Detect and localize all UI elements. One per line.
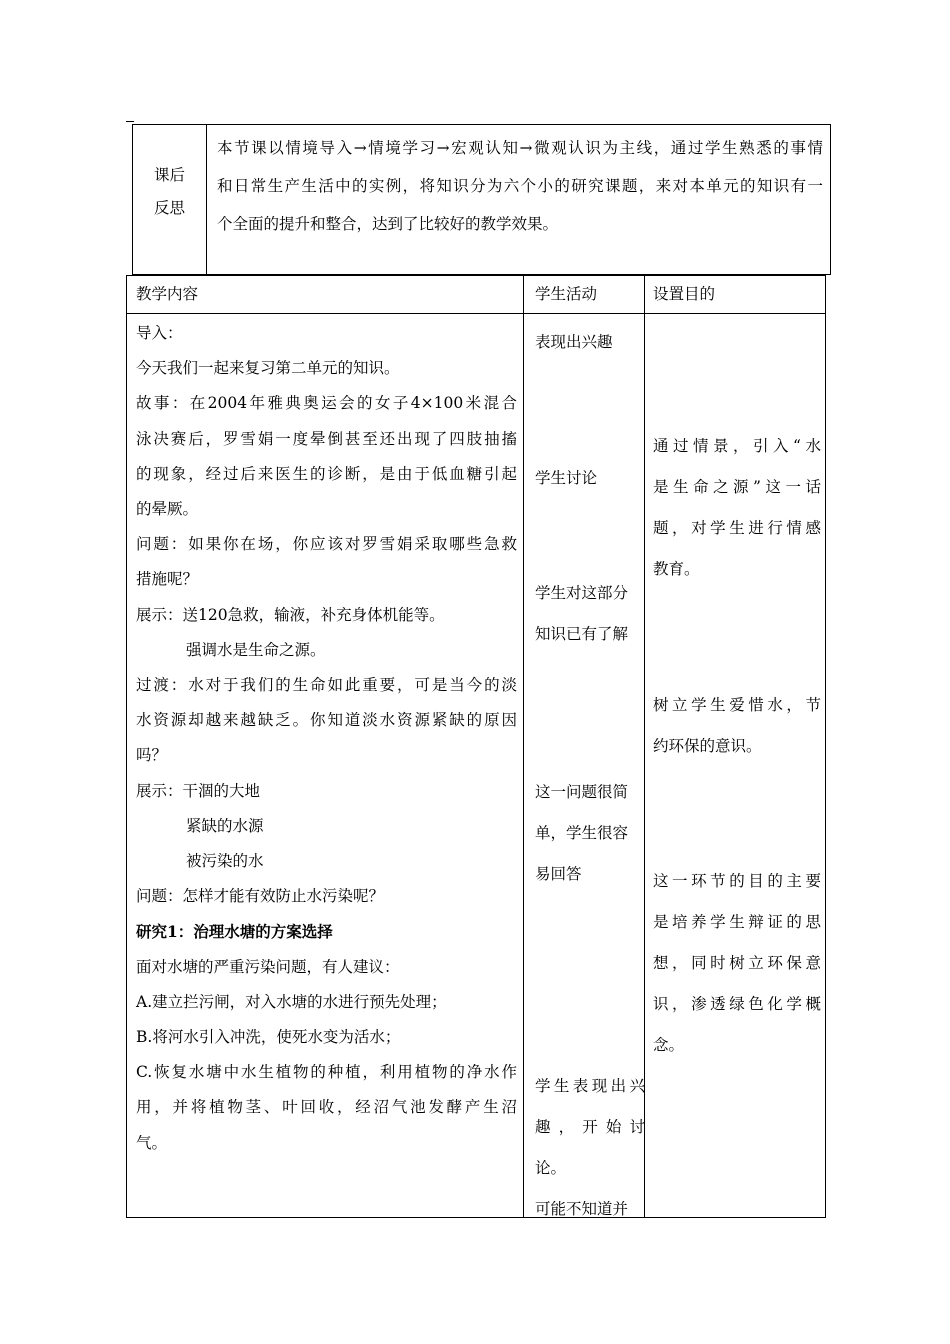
content-line: C.恢复水塘中水生植物的种植，利用植物的净水作: [136, 1063, 517, 1082]
activity-line: 学生讨论: [535, 469, 598, 487]
purpose-line: 树立学生爱惜水，节: [653, 696, 821, 714]
content-line: 水资源却越来越缺乏。你知道淡水资源紧缺的原因: [136, 711, 517, 730]
research-heading: 研究1：治理水塘的方案选择: [136, 922, 333, 942]
content-line: A.建立拦污闸，对入水塘的水进行预先处理；: [136, 992, 447, 1011]
activity-line: 这一问题很简: [535, 783, 629, 801]
content-line: 面对水塘的严重污染问题，有人建议：: [136, 957, 400, 976]
purpose-block: [653, 861, 821, 1066]
purpose-block: [653, 685, 821, 767]
activity-line: 学生对这部分: [535, 584, 629, 602]
activity-line: 论。: [535, 1159, 567, 1177]
activity-block: [535, 573, 645, 655]
header-content: 教学内容: [136, 285, 199, 303]
content-line: 的现象，经过后来医生的诊断，是由于低血糖引起: [136, 464, 517, 483]
reflection-label: [133, 125, 207, 274]
purpose-line: 题，对学生进行情感: [653, 519, 821, 537]
activity-line: 可能不知道并: [535, 1200, 629, 1218]
column-divider: [523, 276, 524, 1217]
content-line: 强调水是生命之源。: [186, 640, 326, 659]
content-line: 被污染的水: [186, 852, 264, 871]
activity-line: 易回答: [535, 865, 582, 883]
content-line: 问题：怎样才能有效防止水污染呢？: [136, 887, 385, 906]
reflection-table: [132, 124, 831, 275]
content-line: 气。: [136, 1133, 168, 1152]
header-purpose: 设置目的: [653, 285, 716, 303]
purpose-line: 是培养学生辩证的思: [653, 913, 821, 931]
content-line: 紧缺的水源: [186, 816, 264, 835]
activity-block: [535, 1066, 645, 1230]
activity-block: [535, 325, 645, 360]
purpose-line: 这一环节的目的主要: [653, 872, 821, 890]
content-line: 过渡：水对于我们的生命如此重要，可是当今的淡: [136, 676, 517, 695]
content-line: 展示：送120急救，输液，补充身体机能等。: [136, 605, 445, 624]
content-line: 故事：在2004年雅典奥运会的女子4×100米混合: [136, 394, 517, 413]
reflection-line: 本节课以情境导入→情境学习→宏观认知→微观认识为主线，通过学生熟悉的事情: [217, 139, 823, 157]
purpose-line: 教育。: [653, 560, 700, 578]
content-line: 泳决赛后，罗雪娟一度晕倒甚至还出现了四肢抽搐: [136, 429, 517, 448]
reflection-text: [217, 129, 823, 243]
content-line: 用，并将植物茎、叶回收，经沼气池发酵产生沼: [136, 1098, 517, 1117]
content-line: 问题：如果你在场，你应该对罗雪娟采取哪些急救: [136, 535, 517, 554]
reflection-label-line: 课后: [153, 166, 185, 184]
purpose-line: 约环保的意识。: [653, 737, 762, 755]
activity-line: 单，学生很容: [535, 824, 629, 842]
purpose-line: 想，同时树立环保意: [653, 954, 821, 972]
purpose-line: 念。: [653, 1036, 685, 1054]
purpose-block: [653, 426, 821, 590]
reflection-label-line: 反思: [153, 199, 185, 217]
content-line: 展示：干涸的大地: [136, 781, 261, 800]
reflection-line: 个全面的提升和整合，达到了比较好的教学效果。: [217, 215, 559, 233]
activity-block: [535, 461, 645, 496]
header-divider: [127, 313, 825, 314]
activity-line: 知识已有了解: [535, 625, 629, 643]
content-line: 的晕厥。: [136, 500, 199, 519]
reflection-line: 和日常生产生活中的实例，将知识分为六个小的研究课题，来对本单元的知识有一: [217, 177, 823, 195]
purpose-line: 是生命之源”这一话: [653, 478, 821, 496]
content-column: [136, 316, 517, 1161]
content-line: 措施呢？: [136, 570, 199, 589]
content-line: 今天我们一起来复习第二单元的知识。: [136, 359, 400, 378]
content-line: B.将河水引入冲洗，使死水变为活水；: [136, 1028, 401, 1047]
activity-line: 学生表现出兴: [535, 1077, 645, 1095]
purpose-line: 通过情景，引入“水: [653, 437, 821, 455]
activity-line: 趣，开始讨: [535, 1118, 645, 1136]
activity-block: [535, 772, 645, 895]
content-line: 导入：: [136, 324, 183, 342]
purpose-line: 识，渗透绿色化学概: [653, 995, 821, 1013]
lesson-table: [126, 275, 826, 1218]
content-line: 吗？: [136, 746, 168, 765]
activity-line: 表现出兴趣: [535, 333, 613, 351]
header-activity: 学生活动: [535, 285, 598, 303]
corner-mark: [126, 121, 134, 122]
